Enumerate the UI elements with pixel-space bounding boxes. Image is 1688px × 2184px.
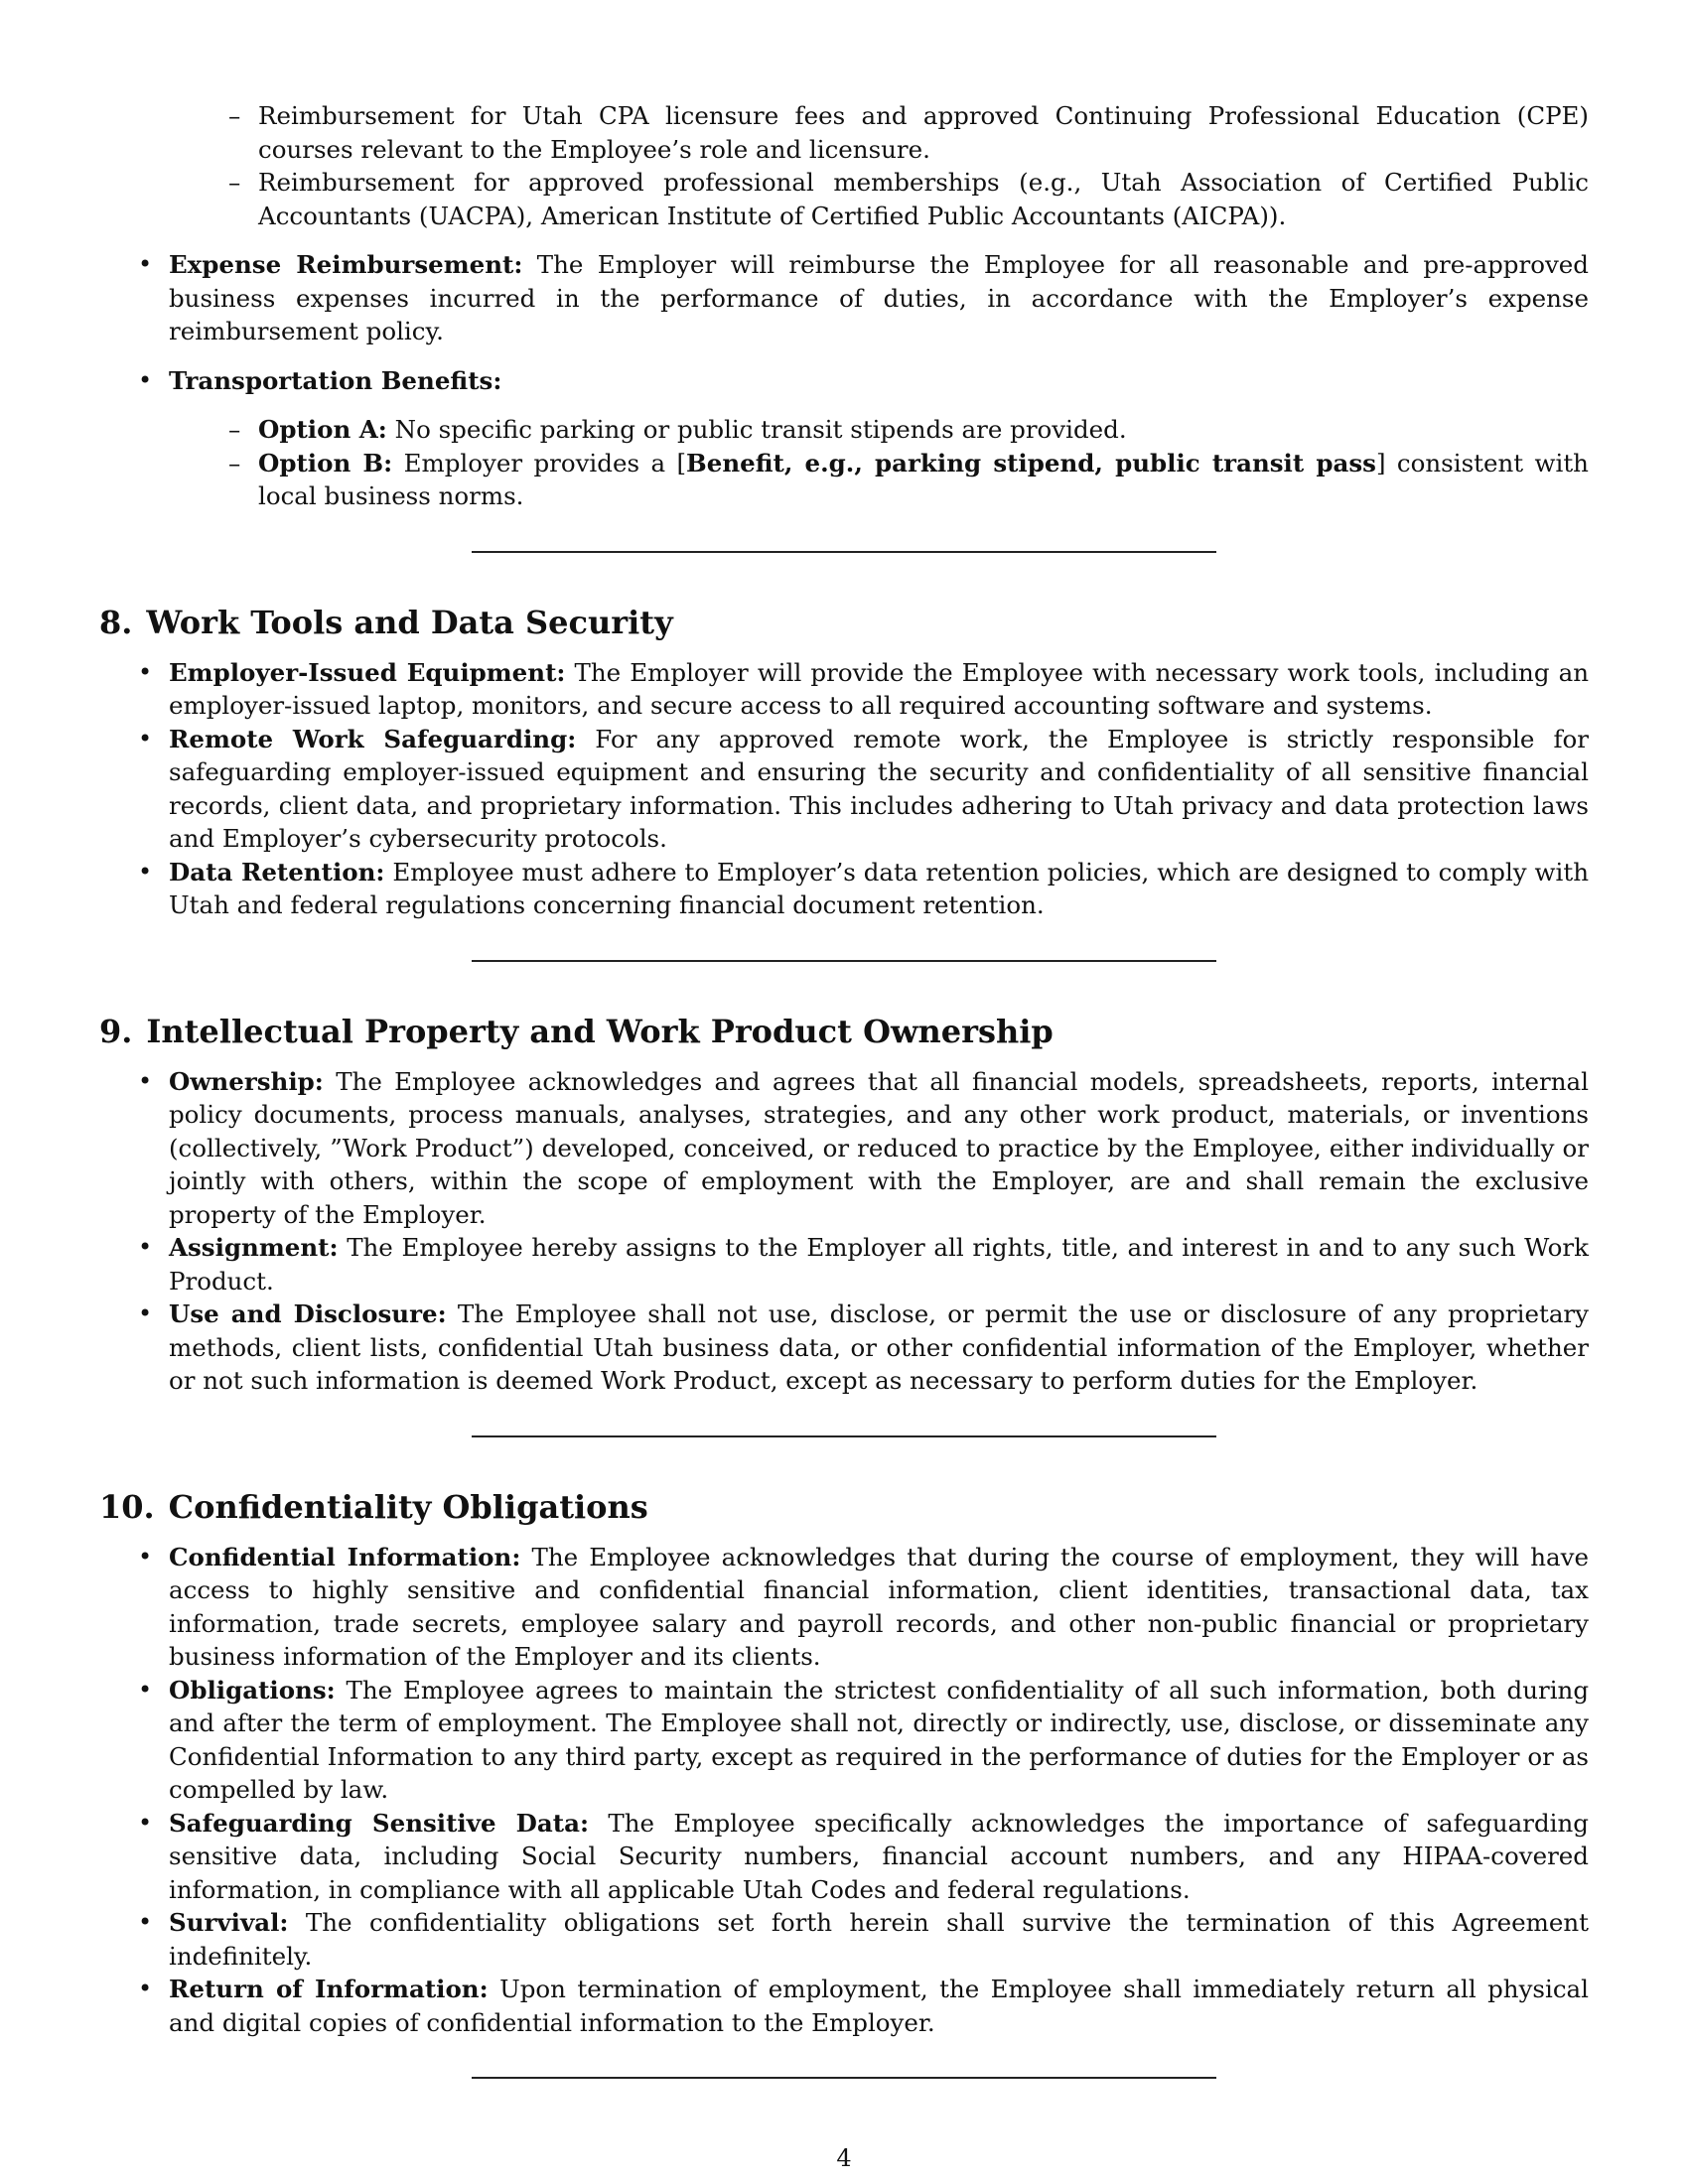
transport-options [99, 413, 1589, 513]
bullet-employer-issued-equipment: • Employer-Issued Equipment: The Employer will provide the Employee with necessary work tools, including an employer-issued laptop, monitors, and secure access to all required accounting software and systems. [99, 656, 1589, 723]
section-divider [472, 551, 1216, 553]
cpe-sublist [99, 99, 1589, 232]
section-divider [472, 960, 1216, 962]
bullet-use-and-disclosure: • Use and Disclosure: The Employee shall not use, disclose, or permit the use or disclosure of any proprietary methods, client lists, confidential Utah business data, or other confidential information of the Employer, whether or not such information is deemed Work Product, except as necessary to perform duties for the Employer. [99, 1297, 1589, 1398]
bullet-expense-reimbursement [99, 248, 1589, 348]
bullet-return-of-information: • Return of Information: Upon termination of employment, the Employee shall immediately return all physical and digital copies of confidential information to the Employer. [99, 1973, 1589, 2039]
section-heading-10: 10. Confidentiality Obligations [99, 1487, 648, 1526]
bullet-label: Expense Reimbursement: [169, 250, 523, 279]
bullet-transportation-benefits [99, 364, 1589, 398]
section-8-list [99, 656, 1589, 922]
page-number: 4 [836, 2144, 852, 2172]
option-b: – Option B: Employer provides a [Benefit, e.g., parking stipend, public transit pass] consistent with local business norms. [228, 447, 1589, 513]
section-9-list [99, 1065, 1589, 1398]
bullet-ownership: • Ownership: The Employee acknowledges and agrees that all financial models, spreadsheets, reports, internal policy documents, process manuals, analyses, strategies, and any other work product, materials, or inventions (collectively, ”Work Product”) developed, conceived, or reduced to practice by the Employee, either individually or jointly with others, within the scope of employment with the Employer, are and shall remain the exclusive property of the Employer. [99, 1065, 1589, 1232]
section-divider [472, 2077, 1216, 2079]
section-heading-9: 9. Intellectual Property and Work Product Ownership [99, 1012, 1054, 1050]
bullet-obligations: • Obligations: The Employee agrees to maintain the strictest confidentiality of all such information, both during and after the term of employment. The Employee shall not, directly or indirectly, use, disclose, or disseminate any Confidential Information to any third party, except as required in the performance of duties for the Employer or as compelled by law. [99, 1674, 1589, 1807]
bullet-remote-work-safeguarding: • Remote Work Safeguarding: For any approved remote work, the Employee is strictly responsible for safeguarding employer-issued equipment and ensuring the security and confidentiality of all sensitive financial records, client data, and proprietary information. This includes adhering to Utah privacy and data protection laws and Employer’s cybersecurity protocols. [99, 723, 1589, 856]
section-divider [472, 1435, 1216, 1437]
bullet-safeguarding-sensitive-data: • Safeguarding Sensitive Data: The Employee specifically acknowledges the importance of safeguarding sensitive data, including Social Security numbers, financial account numbers, and any HIPAA-covered information, in compliance with all applicable Utah Codes and federal regulations. [99, 1807, 1589, 1907]
document-body [99, 99, 1589, 2128]
bullet-assignment: • Assignment: The Employee hereby assigns to the Employer all rights, title, and interest in and to any such Work Product. [99, 1231, 1589, 1297]
bullet-survival: • Survival: The confidentiality obligations set forth herein shall survive the termination of this Agreement indefinitely. [99, 1906, 1589, 1973]
section-heading-8: 8. Work Tools and Data Security [99, 603, 673, 641]
section-10-list [99, 1541, 1589, 2040]
benefits-list [99, 248, 1589, 397]
bullet-text: The Employer will reimburse the Employee for all reasonable and pre-approved business expenses incurred in the performance of duties, in accordance with the Employer’s expense reimbursement policy. [169, 250, 1589, 345]
bullet-confidential-information: • Confidential Information: The Employee acknowledges that during the course of employment, they will have access to highly sensitive and confidential financial information, client identities, transactional data, tax information, trade secrets, employee salary and payroll records, and other non-public financial or proprietary business information of the Employer and its clients. [99, 1541, 1589, 1674]
bullet-data-retention: • Data Retention: Employee must adhere to Employer’s data retention policies, which are designed to comply with Utah and federal regulations concerning financial document retention. [99, 856, 1589, 922]
option-a: – Option A: No specific parking or public transit stipends are provided. [228, 413, 1589, 447]
sub-item-cpe: – Reimbursement for Utah CPA licensure fees and approved Continuing Professional Education (CPE) courses relevant to the Employee’s role and licensure. [228, 99, 1589, 166]
bullet-label: Transportation Benefits: [169, 365, 502, 395]
sub-item-memberships: – Reimbursement for approved professional memberships (e.g., Utah Association of Certified Public Accountants (UACPA), American Institute of Certified Public Accountants (AICPA)). [228, 166, 1589, 232]
